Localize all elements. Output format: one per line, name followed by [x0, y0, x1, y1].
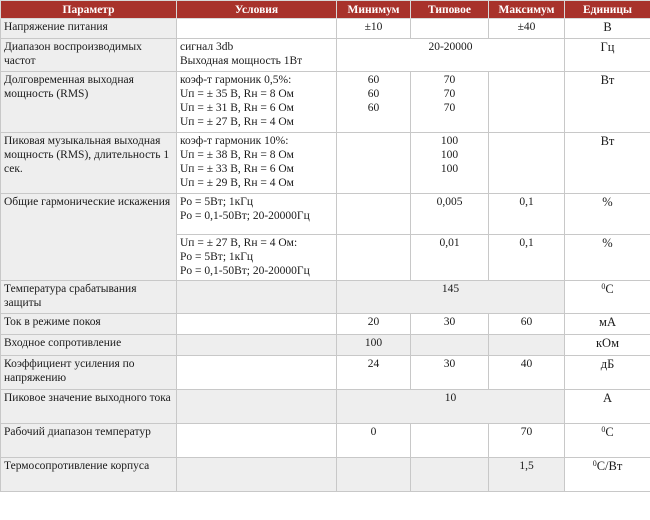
table-row [1, 133, 650, 194]
condition-line: Uп = ± 27 В, Rн = 4 Ом: [180, 237, 298, 249]
min-value: 60 [367, 74, 380, 86]
unit-cell: мА [565, 314, 650, 335]
unit-cell: Вт [565, 72, 650, 133]
conditions-cell [177, 424, 337, 458]
unit-superscript: 0 [592, 459, 597, 468]
unit-cell [565, 281, 650, 314]
typical-cell [411, 335, 489, 356]
conditions-cell [177, 390, 337, 424]
conditions-cell [177, 314, 337, 335]
header-units: Единицы [565, 1, 650, 19]
typical-cell [411, 424, 489, 458]
condition-line: Uп = ± 27 В, Rн = 4 Ом [180, 116, 294, 128]
typical-cell [411, 72, 489, 133]
min-cell [337, 458, 411, 492]
condition-line: коэф-т гармоник 0,5%: [180, 74, 292, 86]
min-cell: 100 [337, 335, 411, 356]
max-cell: 1,5 [489, 458, 565, 492]
typical-cell: 20-20000 [337, 39, 565, 72]
param-cell: Пиковое значение выходного тока [1, 390, 177, 424]
conditions-cell [177, 356, 337, 390]
min-cell [337, 194, 411, 235]
typical-cell: 0,01 [411, 235, 489, 281]
param-cell: Рабочий диапазон температур [1, 424, 177, 458]
unit-base: C [605, 425, 614, 439]
max-cell [489, 72, 565, 133]
typical-value: 70 [443, 88, 456, 100]
header-typical: Типовое [411, 1, 489, 19]
typical-cell: 0,005 [411, 194, 489, 235]
table-row [1, 19, 650, 39]
table-row [1, 356, 650, 390]
unit-cell: % [565, 194, 650, 235]
typical-cell [411, 19, 489, 39]
conditions-cell [177, 281, 337, 314]
condition-line: Uп = ± 38 В, Rн = 8 Ом [180, 149, 294, 161]
param-cell: Ток в режиме покоя [1, 314, 177, 335]
unit-cell: кОм [565, 335, 650, 356]
max-cell: 0,1 [489, 194, 565, 235]
table-row [1, 72, 650, 133]
condition-line: сигнал 3db [180, 41, 234, 53]
table-row [1, 458, 650, 492]
conditions-cell [177, 72, 337, 133]
min-cell: 24 [337, 356, 411, 390]
max-cell: 0,1 [489, 235, 565, 281]
param-cell: Диапазон воспроизводимых частот [1, 39, 177, 72]
conditions-cell [177, 194, 337, 235]
typical-cell [411, 458, 489, 492]
typical-value: 70 [443, 74, 456, 86]
conditions-cell [177, 235, 337, 281]
unit-cell: Вт [565, 133, 650, 194]
max-cell: 60 [489, 314, 565, 335]
max-cell: 70 [489, 424, 565, 458]
typical-cell: 30 [411, 356, 489, 390]
unit-cell: дБ [565, 356, 650, 390]
table-row [1, 335, 650, 356]
param-cell: Температура срабатывания защиты [1, 281, 177, 314]
unit-base: C [605, 282, 614, 296]
typical-value: 100 [440, 149, 459, 161]
typical-value: 100 [440, 135, 459, 147]
unit-cell [565, 424, 650, 458]
max-cell [489, 335, 565, 356]
typical-cell: 145 [337, 281, 565, 314]
min-cell: ±10 [337, 19, 411, 39]
param-cell: Общие гармонические искажения [1, 194, 177, 281]
typical-cell: 30 [411, 314, 489, 335]
conditions-cell [177, 458, 337, 492]
param-cell: Входное сопротивление [1, 335, 177, 356]
table-row [1, 194, 650, 235]
param-cell: Термосопротивление корпуса [1, 458, 177, 492]
condition-line: Uп = ± 29 В, Rн = 4 Ом [180, 177, 294, 189]
unit-cell: А [565, 390, 650, 424]
condition-line: Uп = ± 35 В, Rн = 8 Ом [180, 88, 294, 100]
param-cell: Долговременная выходная мощность (RMS) [1, 72, 177, 133]
max-cell: 40 [489, 356, 565, 390]
typical-cell [411, 133, 489, 194]
unit-cell: Гц [565, 39, 650, 72]
min-cell: 0 [337, 424, 411, 458]
min-cell [337, 133, 411, 194]
condition-line: Pо = 5Вт; 1кГц [180, 196, 254, 208]
table-row [1, 390, 650, 424]
unit-cell [565, 458, 650, 492]
min-cell [337, 72, 411, 133]
table-row [1, 314, 650, 335]
table-row [1, 281, 650, 314]
header-max: Максимум [489, 1, 565, 19]
header-min: Минимум [337, 1, 411, 19]
unit-base: C/Вт [596, 459, 623, 473]
condition-line: Uп = ± 33 В, Rн = 6 Ом [180, 163, 294, 175]
min-value: 60 [367, 88, 380, 100]
conditions-cell [177, 19, 337, 39]
conditions-cell [177, 335, 337, 356]
unit-superscript: 0 [601, 425, 606, 434]
condition-line: коэф-т гармоник 10%: [180, 135, 289, 147]
unit-cell: % [565, 235, 650, 281]
min-cell: 20 [337, 314, 411, 335]
min-value: 60 [367, 102, 380, 114]
condition-line: Выходная мощность 1Вт [180, 55, 303, 67]
condition-line: Pо = 5Вт; 1кГц [180, 251, 254, 263]
header-param: Параметр [1, 1, 177, 19]
table-row [1, 424, 650, 458]
conditions-cell [177, 39, 337, 72]
conditions-cell [177, 133, 337, 194]
param-cell: Пиковая музыкальная выходная мощность (RMS), длительность 1 сек. [1, 133, 177, 194]
header-conditions: Условия [177, 1, 337, 19]
condition-line: Pо = 0,1-50Вт; 20-20000Гц [180, 265, 310, 277]
table-header [1, 1, 650, 19]
typical-cell: 10 [337, 390, 565, 424]
param-cell: Коэффициент усиления по напряжению [1, 356, 177, 390]
unit-superscript: 0 [601, 282, 606, 291]
table-row [1, 39, 650, 72]
param-cell: Напряжение питания [1, 19, 177, 39]
condition-line: Uп = ± 31 В, Rн = 6 Ом [180, 102, 294, 114]
max-cell: ±40 [489, 19, 565, 39]
typical-value: 70 [443, 102, 456, 114]
unit-cell: В [565, 19, 650, 39]
typical-value: 100 [440, 163, 459, 175]
min-cell [337, 235, 411, 281]
condition-line: Pо = 0,1-50Вт; 20-20000Гц [180, 210, 310, 222]
max-cell [489, 133, 565, 194]
